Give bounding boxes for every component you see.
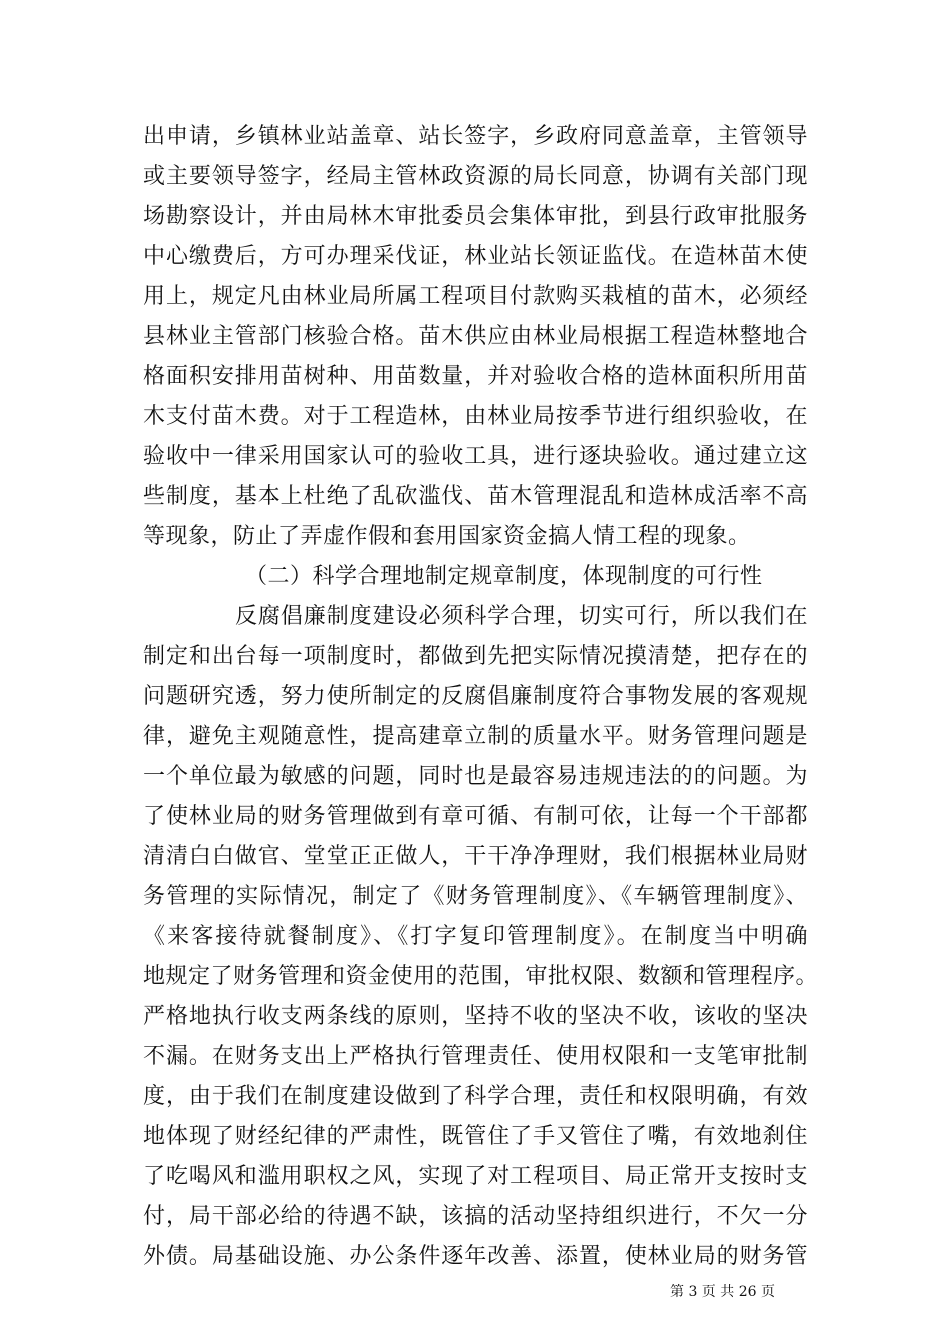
text-line: 验收中一律采用国家认可的验收工具，进行逐块验收。通过建立这 (143, 444, 808, 469)
text-line: 不漏。在财务支出上严格执行管理责任、使用权限和一支笔审批制 (143, 1044, 808, 1069)
text-line: 严格地执行收支两条线的原则，坚持不收的坚决不收，该收的坚决 (143, 1004, 808, 1029)
text-line: 《来客接待就餐制度》、《打字复印管理制度》。在制度当中明确 (143, 924, 808, 949)
text-line: 了吃喝风和滥用职权之风，实现了对工程项目、局正常开支按时支 (143, 1164, 808, 1189)
text-line: 县林业主管部门核验合格。苗木供应由林业局根据工程造林整地合 (143, 324, 808, 349)
text-line: 外债。局基础设施、办公条件逐年改善、添置，使林业局的财务管 (143, 1244, 808, 1269)
text-line: 木支付苗木费。对于工程造林，由林业局按季节进行组织验收，在 (143, 404, 808, 429)
page-number-footer: 第 3 页 共 26 页 (670, 1284, 775, 1300)
text-line: 一个单位最为敏感的问题，同时也是最容易违规违法的的问题。为 (143, 764, 808, 789)
text-line: 付，局干部必给的待遇不缺，该搞的活动坚持组织进行，不欠一分 (143, 1204, 808, 1229)
text-line: 了使林业局的财务管理做到有章可循、有制可依，让每一个干部都 (143, 804, 808, 829)
text-line: 问题研究透，努力使所制定的反腐倡廉制度符合事物发展的客观规 (143, 684, 808, 709)
text-line: 地体现了财经纪律的严肃性，既管住了手又管住了嘴，有效地刹住 (143, 1124, 808, 1149)
text-line: 制定和出台每一项制度时，都做到先把实际情况摸清楚，把存在的 (143, 644, 808, 669)
text-line: 务管理的实际情况，制定了《财务管理制度》、《车辆管理制度》、 (143, 884, 808, 909)
text-line: 度，由于我们在制度建设做到了科学合理，责任和权限明确，有效 (143, 1084, 808, 1109)
text-line: 些制度，基本上杜绝了乱砍滥伐、苗木管理混乱和造林成活率不高 (143, 484, 808, 509)
text-line: 场勘察设计，并由局林木审批委员会集体审批，到县行政审批服务 (143, 204, 808, 229)
text-line: 律，避免主观随意性，提高建章立制的质量水平。财务管理问题是 (143, 724, 808, 749)
text-line: 出申请，乡镇林业站盖章、站长签字，乡政府同意盖章，主管领导 (143, 124, 808, 149)
text-line: 清清白白做官、堂堂正正做人，干干净净理财，我们根据林业局财 (143, 844, 808, 869)
text-line: 或主要领导签字，经局主管林政资源的局长同意，协调有关部门现 (143, 164, 808, 189)
text-line: 用上，规定凡由林业局所属工程项目付款购买栽植的苗木，必须经 (143, 284, 808, 309)
text-line: 地规定了财务管理和资金使用的范围，审批权限、数额和管理程序。 (143, 964, 819, 989)
text-line: 中心缴费后，方可办理采伐证，林业站长领证监伐。在造林苗木使 (143, 244, 808, 269)
paragraph-first-line: 反腐倡廉制度建设必须科学合理，切实可行，所以我们在 (235, 604, 808, 629)
text-line: 等现象，防止了弄虚作假和套用国家资金搞人情工程的现象。 (143, 524, 751, 549)
section-heading: （二）科学合理地制定规章制度，体现制度的可行性 (245, 564, 763, 589)
text-line: 格面积安排用苗树种、用苗数量，并对验收合格的造林面积所用苗 (143, 364, 808, 389)
